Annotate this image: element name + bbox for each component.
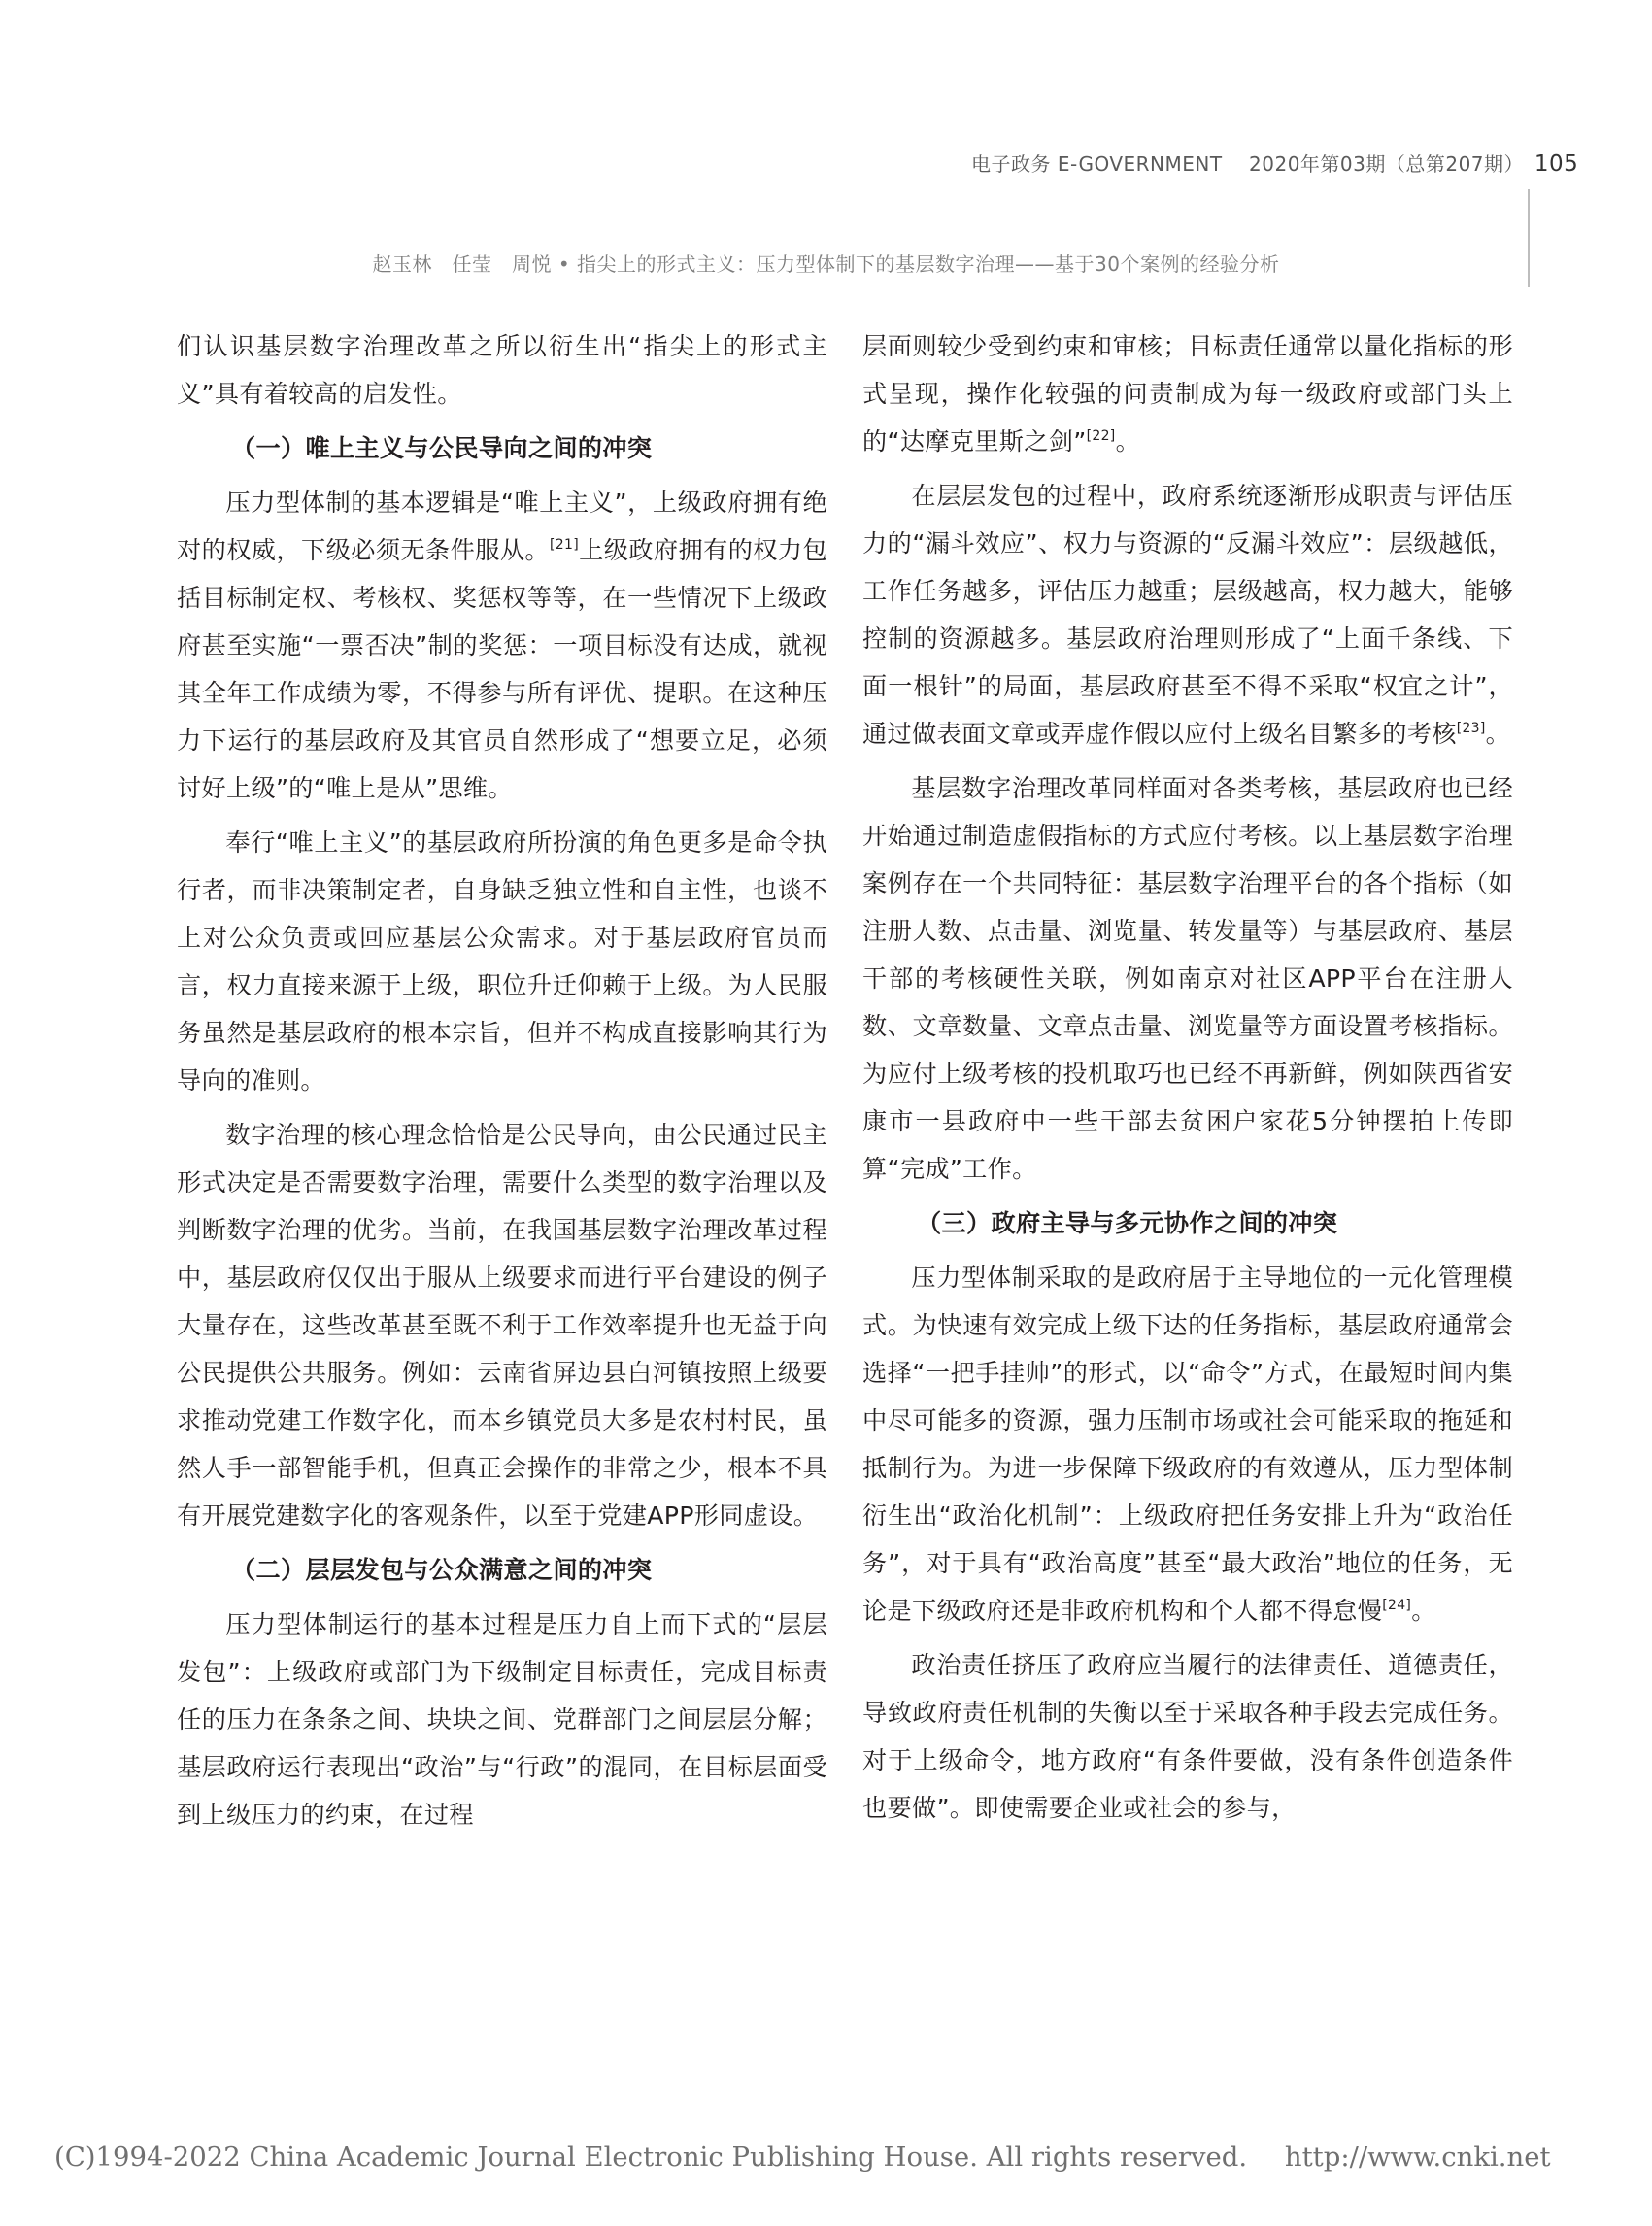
paragraph: 数字治理的核心理念恰恰是公民导向，由公民通过民主形式决定是否需要数字治理，需要什么类型的数字治理以及判断数字治理的优劣。当前，在我国基层数字治理改革过程中，基层政府仅仅出于服从上级要求而进行平台建设的例子大量存在，这些改革甚至既不利于工作效率提升也无益于向公民提供公共服务。例如：云南省屏边县白河镇按照上级要求推动党建工作数字化，而本乡镇党员大多是农村村民，虽然人手一部智能手机，但真正会操作的非常之少，根本不具有开展党建数字化的客观条件，以至于党建APP形同虚设。: [177, 1121, 827, 1530]
running-title: 赵玉林 任莹 周悦 • 指尖上的形式主义：压力型体制下的基层数字治理——基于30个案例的经验分析: [372, 253, 1280, 276]
footer-link[interactable]: http://www.cnki.net: [1284, 2142, 1551, 2173]
paragraph: [177, 479, 827, 812]
issue-info: 2020年第03期（总第207期）: [1249, 152, 1525, 176]
paragraph-text: 压力型体制采取的是政府居于主导地位的一元化管理模式。为快速有效完成上级下达的任务指标，基层政府通常会选择“一把手挂帅”的形式，以“命令”方式，在最短时间内集中尽可能多的资源，强力压制市场或社会可能采取的拖延和抵制行为。为进一步保障下级政府的有效遵从，压力型体制衍生出“政治化机制”：上级政府把任务安排上升为“政治任务”，对于具有“政治高度”甚至“最大政治”地位的任务，无论是下级政府还是非政府机构和个人都不得怠慢: [862, 1264, 1513, 1625]
citation-ref: [24]: [1382, 1598, 1412, 1613]
citation-ref: [22]: [1086, 428, 1116, 444]
page-number: 105: [1534, 152, 1579, 177]
paragraph-text: 层面则较少受到约束和审核；目标责任通常以量化指标的形式呈现，操作化较强的问责制成为每一级政府或部门头上的“达摩克里斯之剑”: [862, 332, 1513, 455]
copyright-text: (C)1994-2022 China Academic Journal Electronic Publishing House. All rights reserved.: [54, 2142, 1248, 2173]
paragraph-text: 在层层发包的过程中，政府系统逐渐形成职责与评估压力的“漏斗效应”、权力与资源的“反漏斗效应”：层级越低，工作任务越多，评估压力越重；层级越高，权力越大，能够控制的资源越多。基层政府治理则形成了“上面千条线、下面一根针”的局面，基层政府甚至不得不采取“权宜之计”，通过做表面文章或弄虚作假以应付上级名目繁多的考核: [862, 482, 1513, 748]
paragraph-text: 上级政府拥有的权力包括目标制定权、考核权、奖惩权等等，在一些情况下上级政府甚至实施“一票否决”制的奖惩：一项目标没有达成，就视其全年工作成绩为零，不得参与所有评优、提职。在这种压力下运行的基层政府及其官员自然形成了“想要立足，必须讨好上级”的“唯上是从”思维。: [177, 536, 828, 802]
paragraph: 基层数字治理改革同样面对各类考核，基层政府也已经开始通过制造虚假指标的方式应付考核。以上基层数字治理案例存在一个共同特征：基层数字治理平台的各个指标（如注册人数、点击量、浏览量、转发量等）与基层政府、基层干部的考核硬性关联，例如南京对社区APP平台在注册人数、文章数量、文章点击量、浏览量等方面设置考核指标。为应付上级考核的投机取巧也已经不再新鲜，例如陕西省安康市一县政府中一些干部去贫困户家花5分钟摆拍上传即算“完成”工作。: [862, 774, 1513, 1183]
paragraph-text: 。: [1115, 427, 1141, 455]
paragraph-text: 。: [1485, 720, 1511, 748]
paragraph: 奉行“唯上主义”的基层政府所扮演的角色更多是命令执行者，而非决策制定者，自身缺乏独立性和自主性，也谈不上对公众负责或回应基层公众需求。对于基层政府官员而言，权力直接来源于上级，职位升迁仰赖于上级。为人民服务虽然是基层政府的根本宗旨，但并不构成直接影响其行为导向的准则。: [177, 828, 827, 1095]
paragraph-text: 。: [1411, 1597, 1436, 1625]
paragraph-text: 压力型体制的基本逻辑是“唯上主义”，上级政府拥有绝对的权威，下级必须无条件服从。: [177, 489, 827, 564]
section-heading: （三）政府主导与多元协作之间的冲突: [917, 1209, 1338, 1237]
paragraph: [862, 1254, 1513, 1635]
left-column: [177, 322, 827, 1845]
journal-name: 电子政务 E-GOVERNMENT: [971, 152, 1223, 176]
copyright-footer: [54, 2142, 1608, 2173]
citation-ref: [21]: [550, 537, 579, 553]
paragraph: 政治责任挤压了政府应当履行的法律责任、道德责任，导致政府责任机制的失衡以至于采取各种手段去完成任务。对于上级命令，地方政府“有条件要做，没有条件创造条件也要做”。即使需要企业或社会的参与，: [862, 1651, 1513, 1822]
section-heading: （一）唯上主义与公民导向之间的冲突: [231, 434, 653, 462]
section-heading: （二）层层发包与公众满意之间的冲突: [231, 1556, 653, 1584]
paragraph: [862, 322, 1513, 465]
citation-ref: [23]: [1456, 721, 1486, 736]
paragraph: 压力型体制运行的基本过程是压力自上而下式的“层层发包”：上级政府或部门为下级制定目标责任，完成目标责任的压力在条条之间、块块之间、党群部门之间层层分解；基层政府运行表现出“政治”与“行政”的混同，在目标层面受到上级压力的约束，在过程: [177, 1610, 827, 1829]
journal-header: [971, 149, 1579, 177]
right-column: [862, 322, 1513, 1838]
paragraph: 们认识基层数字治理改革之所以衍生出“指尖上的形式主义”具有着较高的启发性。: [177, 332, 827, 408]
paragraph: [862, 472, 1513, 758]
